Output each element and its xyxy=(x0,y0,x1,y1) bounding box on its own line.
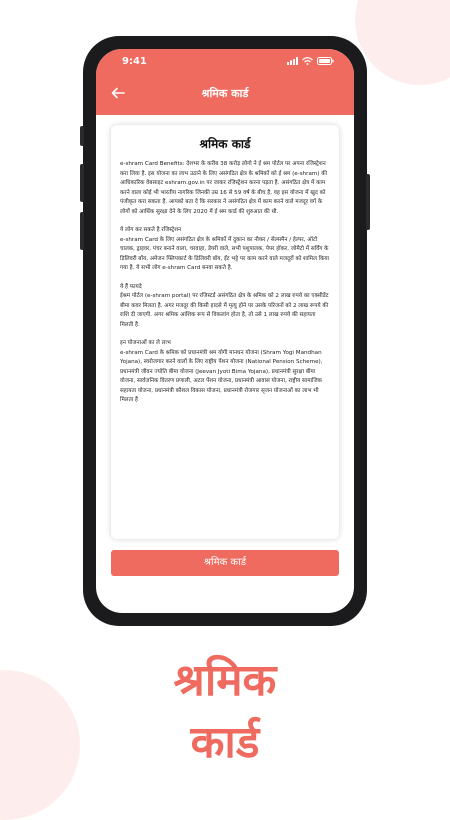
phone-screen xyxy=(96,49,354,613)
battery-icon xyxy=(317,57,334,65)
phone-mute-switch xyxy=(80,126,84,146)
phone-volume-down xyxy=(80,212,84,250)
status-icons xyxy=(287,57,334,65)
section-body-registration: e-shram Card के लिए असंगठित क्षेत्र के श्रमिकों में दुकान का नौकर / सेल्समैन / हेल्पर, ऑटो चालक, ड्राइवर, पंचर बनाने वाला, चरवाहा, डेयरी वाले, सभी पशुपालक, पेपर हॉकर, जोमैटो में सर्विंग के डिलिवरी बॉय, अमेजन फ्लिपकार्ट के डिलिवरी बॉय, ईंट भट्टे पर काम करने वाले मजदूरों को शामिल किया गया है. ये सभी लोग e-shram Card बनवा सकते है. xyxy=(120,236,330,271)
section-body-schemes: e-shram Card के श्रमिक को प्रधानमंत्री श्रम योगी मानधन योजना (Shram Yogi Mandhan Yojana), स्वरोजगार करने वालों के लिए राष्ट्रीय पेंशन योजना (National Pension Scheme), प्रधानमंत्री जीवन ज्योति बीमा योजना (Jeevan Jyoti Bima Yojana), प्रधानमंत्री सुरक्षा बीमा योजना, सार्वजनिक वितरण प्रणाली, अटल पेंशन योजना, प्रधानमंत्री आवास योजना, राष्ट्रीय सामाजिक सहायता योजना, प्रधानमंत्री कौशल विकास योजना, प्रधानमंत्री रोजगार सृजन योजनाओं का लाभ भी मिलता है xyxy=(120,349,323,403)
card-title: श्रमिक कार्ड xyxy=(199,137,251,151)
card-body xyxy=(111,160,339,406)
decorative-blob-top-right xyxy=(355,0,450,85)
wifi-icon xyxy=(302,57,313,65)
app-header xyxy=(96,49,354,115)
app-bar xyxy=(96,83,354,109)
status-bar xyxy=(96,49,354,75)
app-bar-title: श्रमिक कार्ड xyxy=(201,87,249,100)
cellular-icon xyxy=(287,57,298,65)
status-time: 9:41 xyxy=(122,56,147,67)
section-heading-registration: ये लोग कर सकते है रजिस्ट्रेशन xyxy=(120,227,182,233)
promo-title-line-1: श्रमिक xyxy=(173,655,277,706)
content-card xyxy=(111,125,339,539)
phone-volume-up xyxy=(80,164,84,202)
intro-paragraph: e-shram Card Benefits: देशभर के करीब 38 करोड़ लोगो ने ई श्रम पोर्टल पर अपना रजिस्ट्रेशन करा लिया है. इस योजना का लाभ उठाने के लिए असंगठित क्षेत्र के श्रमिकों को ई श्रम (e-shram) की आधिकारिक वेबसाइट eshram.gov.in पर जाकर रजिस्ट्रेशन करना पड़ता है. असंगठित क्षेत्र में काम करने वाला कोई भी भारतीय नागरिक जिनकी उम्र 16 से 59 वर्ष के बीच है, वह इस योजना में खुद को पंजीकृत करा सकता है. आपको बता दे कि सरकार ने असंगठित क्षेत्र में काम करने वाले मजदूर वर्ग के लोगों को आर्थिक सुरक्षा देने के लिए 2020 में ई श्रम कार्ड की शुरुआत की थी. xyxy=(120,161,328,215)
promo-title-line-2: कार्ड xyxy=(190,717,260,768)
section-heading-schemes: इन योजनाओं का ले लाभ xyxy=(120,340,171,346)
phone-mockup xyxy=(83,36,367,626)
section-body-benefits: ईश्रम पोर्टल (e-shram portal) पर रजिस्टर्ड असंगठित क्षेत्र के श्रमिक को 2 लाख रुपये का एक्सीडेंट बीमा कवर मिलता है. अगर मजदूर की किसी हादसे में मृत्यु होने पर उसके परिजनों को 2 लाख रूपये की राशि दी जाएगी. अगर श्रमिक आंशिक रूप से विकलांग होता है, तो उसे 1 लाख रुपये की सहायता मिलती है. xyxy=(120,293,329,328)
phone-power-button xyxy=(366,174,370,230)
section-heading-benefits: ये हैं फायदे xyxy=(120,283,142,290)
shramik-card-button[interactable]: श्रमिक कार्ड xyxy=(111,550,339,576)
